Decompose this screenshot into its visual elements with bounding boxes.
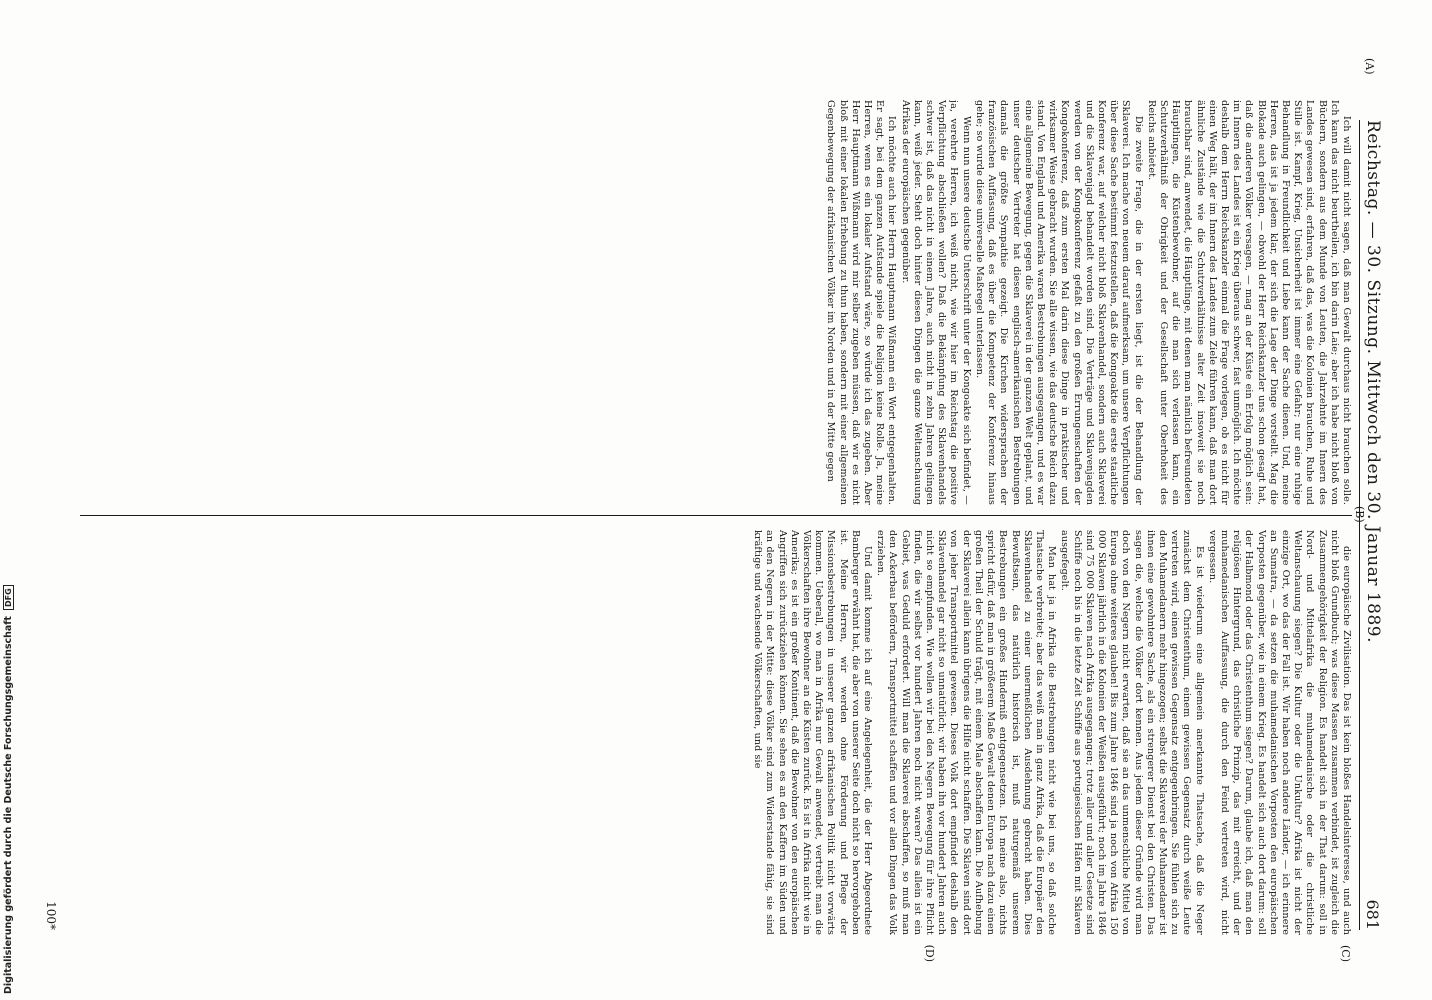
margin-marker-c: (C) — [1339, 945, 1352, 962]
paragraph: Man hat ja in Afrika die Bestrebungen nicht wie bei uns, so daß solche Thatsache verbreitet; aber das weiß man in ganz Afrika, daß die Europäer den Sklavenhandel zu einer unermeßlichen Ausdehnung gebracht haben. Dies Bewußtsein, das natürlich historisch ist, muß naturgemäß unserem Bestrebungen ein großes Hinderniß entgegensetzen. Ich meine also, nichts spricht dafür, daß man in größerem Maße Gewalt denen Europa nach dazu einen großen Theil der Schuld trägt, mit einem Male abschaffen kann. Die Aufhebung der Sklaverei allein kann übrigens die Hilfe nicht schaffen. Die Sklaven sind dort von jeher Transportmittel gewesen. Dieses Volk dort empfindet deshalb den Sklavenhandel gar nicht so unnatürlich; wir haben ihn vor hundert Jahren auch nicht so empfunden. Wie wollen wir bei den Negern Bewegung für ihre Pflicht finden, die wir selbst vor hundert Jahren noch nicht waren? Das allein ist ein Gebiet, was Geduld erfordert. Will man die Sklaverei abschaffen, so muß man den Ackerbau befördern, Transportmittel schaffen und vor allen Dingen das Volk erziehen. — [875, 530, 1058, 935]
page-title: Reichstag. — 30. Sitzung. Mittwoch den 30. Januar 1889. — [1363, 120, 1383, 644]
margin-marker-b: (B) — [1353, 506, 1366, 523]
digitization-notice-text: Digitalisierung gefördert durch die Deutsche Forschungsgemeinschaft — [2, 616, 14, 994]
sheet-number: 100* — [44, 901, 58, 930]
rotated-page — [26, 30, 1406, 970]
paragraph: Ich will damit nicht sagen, daß man Gewalt durchaus nicht brauchen solle. Ich kann das nicht beurtheilen, ich bin darin Laie; aber ich habe nicht bloß von Büchern, sondern aus dem Munde von Leuten, die Jahrzehnte im Innern des Landes gewesen sind, erfahren, daß das, was die Kolonien brauchen, Ruhe und Stille ist. Kampf, Krieg, Unsicherheit ist immer eine Gefahr; nur eine ruhige Behandlung in Freundlichkeit und Liebe kann der Sache dienen. Und, meine Herren, das ist ja jedem klar, der sich die Lage der Dinge vorstellt. Mag die Blokade auch gelingen, — obwohl der Herr Reichskanzler uns schon gesagt hat, daß die anderen Völker versagen, — mag an der Küste ein Erfolg möglich sein: im Innern des Landes ist ein Krieg überaus schwer, fast unmöglich. Ich möchte deshalb dem Herrn Reichskanzler einmal die Frage vorlegen, ob es nicht für einen Weg hält, der im Innern des Landes zum Ziele führen kann, daß man dort ähnliche Zustände wie die Schutzverhältnisse alter Zeit insoweit sie noch brauchbar sind, anwendet, die Häuptlinge, mit denen man nämlich befreundeten Häuptlingen, die Küstenbewohner, auf die man sich verlassen kann, ein Schutzverhältniß der Obrigkeit und der Gesellschaft unter Oberhoheit des Reichs anbietet. — [1145, 100, 1352, 505]
paragraph: Und damit komme ich auf eine Angelegenheit, die der Herr Abgeordnete Bamberger erwähnt hat, die aber von unserer Seite doch nicht so hervorgehoben ist. Meine Herren, wir werden ohne Förderung und Pflege der Missionsbestrebungen in unserer ganzen afrikanischen Politik nicht vorwärts kommen. Ueberall, wo man in Afrika nur Gewalt anwendet, vertreibt man die Völkerschaften ihre Bewohner an die Küsten zurück. Es ist in Afrika nicht wie in Amerika; es ist ein großer Kontinent, daß die Bewohner von den europäischen Angriffen sich zurückziehen können. Sie sehen es an den Kaffern im Süden und an den Negern in der Mitte: diese Völker sind zum Widerstande fähig, sie sind kräftige und wachsende Völkerschaften, und sie — [752, 530, 874, 935]
paragraph: Die zweite Frage, die in der ersten liegt, ist die der Behandlung der Sklaverei. Ich mache von neuem darauf aufmerksam, um unsere Verpflichtungen über diese Sache bestimmt festzustellen, daß die Kongoakte die erste staatliche Konferenz war, auf welcher nicht bloß Sklavenhandel, sondern auch Sklaverei und die Sklavenjagd behandelt worden sind. Die Verträge und Sklavenjagden werden von der Kongokonferenz gefaßt zu den großen Errungenschaften der Kongokonferenz, daß zum ersten Mal darin diese Dinge in praktischer und wirksamer Weise gebracht wurden. Sie alle wissen, wie das deutsche Reich dazu stand. Von England und Amerika waren Bestrebungen ausgegangen, und es war eine allgemeine Bewegung, gegen die Sklaverei in der ganzen Welt geplant, und unser deutscher Vertreter hat diesen englisch-amerikanischen Bestrebungen damals die größte Sympathie gezeigt. Die Kirchen widersprachen der französischen Auffassung, daß es über die Kompetenz der Konferenz hinaus gehe; so wurde diese universelle Maßregel unterlassen. — [973, 100, 1144, 505]
page-number: 681 — [1363, 899, 1383, 930]
page-header — [1359, 120, 1386, 930]
digitization-notice — [0, 0, 16, 1000]
paragraph: Wenn nun unsere deutsche Unterschrift unter der Kongoakte sich befindet, — ja, verehrte Herren, ich weiß nicht, wie wir hier im Reichstag die positive Verpflichtung abschließen wollen? Daß die Bekämpfung des Sklavenhandels schwer ist, daß das nicht in einem Jahre, auch nicht in zehn Jahren gelingen kann, weiß jeder. Steht doch hinter diesen Dingen die ganze Weltanschauung Afrikas der europäischen gegenüber. — [899, 100, 972, 505]
paragraph: die europäische Zivilisation. Das ist kein bloßes Handelsinteresse, und auch nicht bloß Grundbuch; was diese Massen zusammen verbindet, ist zugleich die Zusammengehörigkeit der Religion. Es handelt sich in der That darum: soll in Nord- und Mittelafrika die muhamedanische oder die christliche Weltanschauung siegen? Die Kultur oder die Unkultur? Afrika ist nicht der einzige Ort, wo das der Fall ist. Wir haben noch andere Länder, — ich erinnere an Sumatra, — da setzen die muhamedanischen Vorposten den europäischen Vorposten gegenüber, wie in einem Krieg. Es handelt sich auch dort darum: soll der Halbmond oder das Christenthum siegen? Darum, glaube ich, daß man den religiösen Hintergrund, das christliche Prinzip, das mit erreicht, und der muhamedanischen Auffassung, die durch den Feind vertreten wird, nicht vergessen. — [1206, 530, 1352, 935]
margin-marker-a: (A) — [1363, 58, 1376, 75]
text-column-right — [80, 530, 1352, 935]
margin-marker-d: (D) — [923, 944, 936, 962]
paragraph: Es ist wiederum eine allgemein anerkannte Thatsache, daß die Neger zunächst dem Christenthum, einem gewissen Gegensatz durch weiße Leute vertreten wird, einen gewissen Gegensatz entgegenbringen. Sie fühlen sich zu den Muhamedanern mehr hingezogen; selbst die Sklaverei der Muhamedaner ist ihnen eine gewohntere Sache, als ein strengerer Dienst bei den Christen. Das sagen die, welche die Völker dort kennen. Aus jedem dieser Gründe wird man doch von den Negern nicht erwarten, daß sie an das unmenschliche Mittel von Europa ohne weiteres glauben! Bis zum Jahre 1846 sind ja noch von Afrika 150 000 Sklaven jährlich in die Kolonien der Weißen ausgeführt; noch im Jahre 1846 sind 75 000 Sklaven nach Afrika ausgegangen; trotz aller und aller Gesetze sind Schiffe noch bis in die letzte Zeit Schiffe aus portugiesischen Häfen mit Sklaven ausgefegelt. — [1059, 530, 1205, 935]
text-column-left — [80, 100, 1352, 505]
column-divider — [80, 515, 1352, 516]
dfg-logo: DFG — [3, 585, 14, 610]
paragraph: Ich möchte auch hier Herrn Hauptmann Wißmann ein Wort entgegenhalten. Er sagt, bei dem ganzen Aufstande spiele die Religion keine Rolle. Ja, meine Herren, wenn es ein lokaler Aufstand wäre, so würde ich das zugeben. Aber Herr Hauptmann Wißmann wird mir selber zugeben müssen, daß wir es nicht bloß mit einer lokalen Erhebung zu thun haben, sondern mit einer allgemeinen Gegenbewegung der afrikanischen Völker im Norden und in der Mitte gegen — [825, 100, 898, 505]
